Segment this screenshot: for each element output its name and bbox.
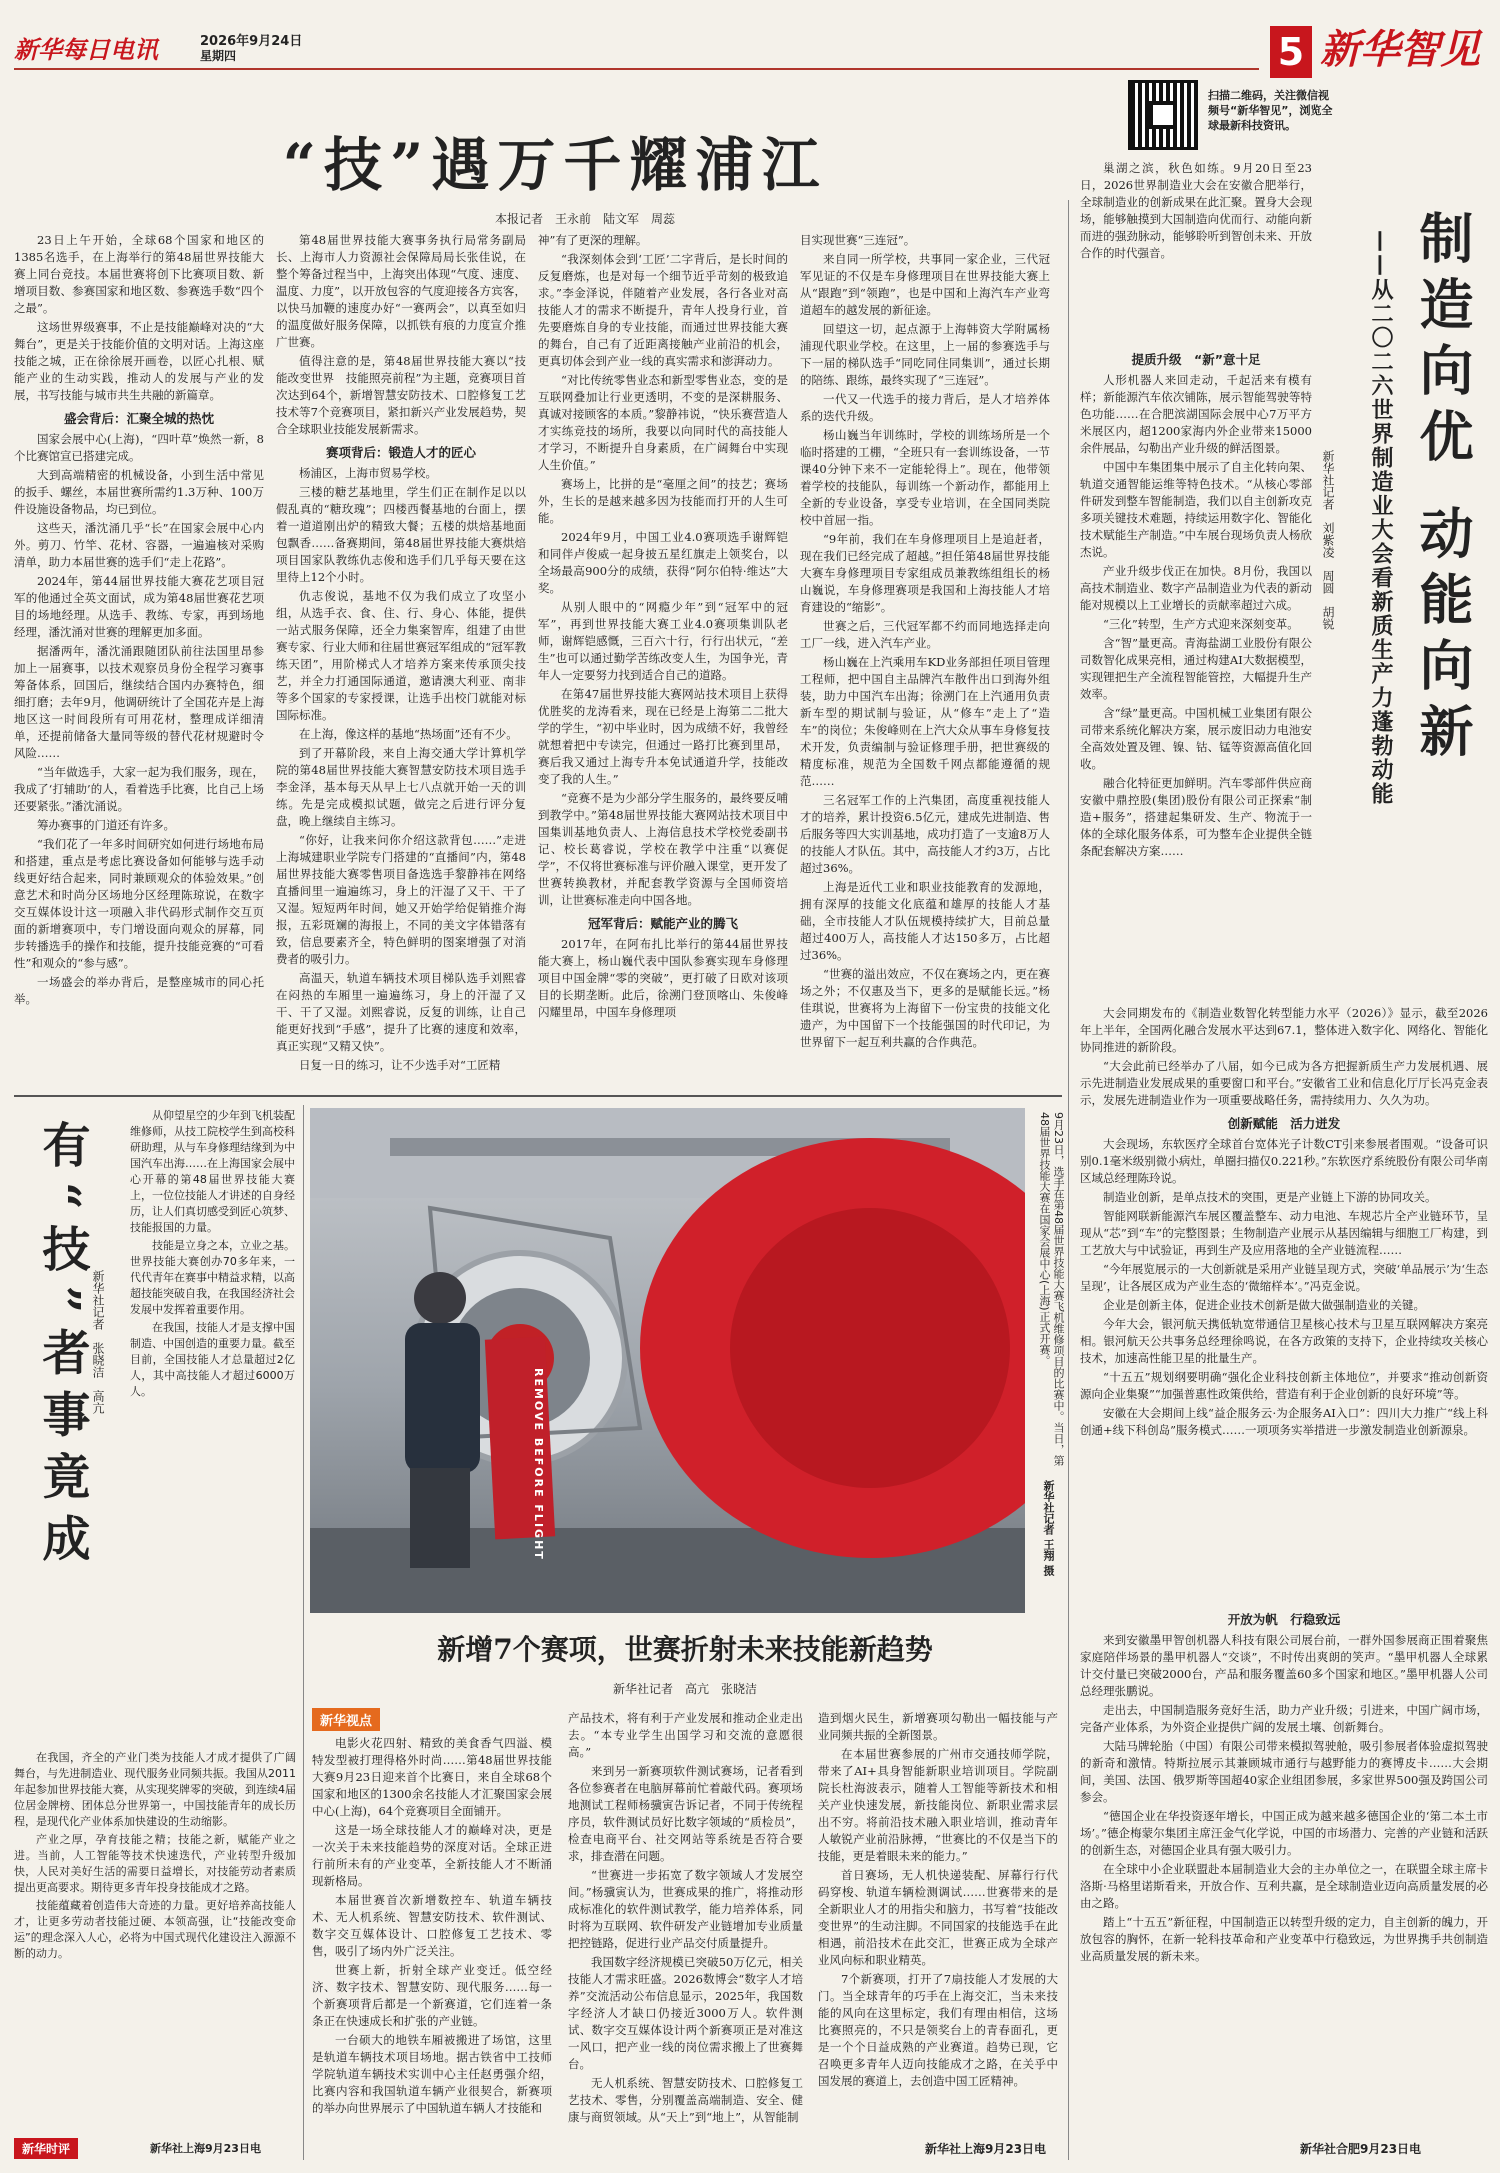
paragraph: 从别人眼中的“网瘾少年”到“冠军中的冠军”，再到世界技能大赛工业4.0赛项集训队老师，谢辉铠感慨，三百六十行，行行出状元，“差生”也可以通过勤学苦练改变人生，为国争光，青年人一定要努力找到适合自己的道路。 <box>538 600 788 682</box>
paragraph: 巢湖之滨，秋色如练。9月20日至23日，2026世界制造业大会在安徽合肥举行，全球制造业的创新成果在此汇聚。置身大会现场，能够触摸到大国制造向优而行、动能向新而进的强劲脉动，能够聆听到智创未来、开放合作的时代强音。 <box>1080 161 1312 260</box>
story3-body <box>14 1750 296 2115</box>
paragraph: 大会同期发布的《制造业数智化转型能力水平（2026）》显示，截至2026年上半年，全国两化融合发展水平达到67.1，整体进入数字化、网络化、智能化协同推进的新阶段。 <box>1080 1006 1488 1054</box>
story2-dateline: 新华社合肥9月23日电 <box>1300 2142 1422 2156</box>
paragraph: 在全球中小企业联盟赴本届制造业大会的主办单位之一，在联盟全球主席卡洛斯·马格里诺斯看来，开放合作、互利共赢，是全球制造业迈向高质量发展的必由之路。 <box>1080 1862 1488 1910</box>
paragraph: “世赛进一步拓宽了数字领域人才发展空间。”杨骥寅认为，世赛成果的推广，将推动形成标准化的软件测试教学，能力培养体系，同时将为互联网、软件研发产业链增加专业质量把控链路，促进行业产品交付质量提升。 <box>568 1868 803 1950</box>
paragraph: 第48届世界技能大赛事务执行局常务副局长、上海市人力资源社会保障局局长张佳说，在整个筹备过程当中，上海突出体现“气度、速度、温度、力度”，以开放包容的气度迎接各方宾客，以快马加鞭的速度办好“一赛两会”，以真至如归的温度做好服务保障，以抓铁有痕的力度宣介推广世赛。 <box>276 233 526 349</box>
photo <box>310 1108 1025 1613</box>
paragraph: 首日赛场，无人机快递装配、屏幕行行代码穿梭、轨道车辆检测调试……世赛带来的是全新职业人才的用指尖和脑力，书写着“技能改变世界”的生动注脚。不同国家的技能选手在此相遇，前沿技术在此交汇，世赛正成为全球产业风向标和职业精英。 <box>818 1868 1058 1967</box>
commentary-tag-label: 新华时评 <box>22 2142 71 2156</box>
section-subhead: 赛项背后：锻造人才的匠心 <box>325 445 476 460</box>
paragraph: 踏上“十五五”新征程，中国制造正以转型升级的定力，自主创新的魄力，开放包容的胸怀，在新一轮科技革命和产业变革中行稳致远，为世界携手共创制造业高质量发展的新未来。 <box>1080 1915 1488 1963</box>
paragraph: 在第47届世界技能大赛网站技术项目上获得优胜奖的龙涛看来，现在已经是上海第二二批大学的学生，“初中毕业时，因为成绩不好，我曾经就想着把中专读完，但通过一路打比赛到里昂，赛后我又通过上海专升本免试通道升学，技能改变了我的人生。” <box>538 687 788 786</box>
story3-lead <box>130 1108 295 1748</box>
section-logo: 新华智见 <box>1320 26 1480 73</box>
story1-column-4 <box>800 232 1050 1088</box>
paragraph: 在我国，技能人才是支撑中国制造、中国创造的重要力量。截至目前，全国技能人才总量超过2亿人，其中高技能人才超过6000万人。 <box>130 1321 295 1398</box>
paragraph: “9年前，我们在车身修理项目上是追赶者，现在我们已经完成了超越。”担任第48届世界技能大赛车身修理项目专家组成员兼教练组组长的杨山巍说，车身修理赛项是我国和上海技能人才培育建设的“缩影”。 <box>800 532 1050 614</box>
section-subhead: 冠军背后：赋能产业的腾飞 <box>587 916 738 931</box>
paragraph: 三楼的糖艺基地里，学生们正在制作足以以假乱真的“糖玫瑰”；四楼西餐基地的台面上，摆着一道道刚出炉的精致大餐；五楼的烘焙基地面包飘香……备赛期间，第48届世界技能大赛烘焙项目国家队教练仇志俊和选手们几乎每天要在这里待上12个小时。 <box>276 485 526 584</box>
paragraph: “我们花了一年多时间研究如何进行场地布局和搭建，重点是考虑比赛设备如何能够与选手动线更好结合起来，同时兼顾观众的体验效果。”创意艺术和时尚分区场地分区经理陈琼说，在数字交互媒体设计这一项融入非代码形式制作交互页面的新增赛项中，专门增设面向观众的屏幕，同步转播选手的操作和技能，提升技能竞赛的“可看性”和观众的“参与感”。 <box>14 837 264 970</box>
paper-name: 新华每日电讯 <box>14 35 158 64</box>
qr-note: 扫描二维码，关注微信视频号“新华智见”，浏览全球最新科技资讯。 <box>1208 89 1333 132</box>
story4-tag <box>312 1708 380 1731</box>
story3-byline: 新华社记者 张晓洁 高亢 <box>91 1270 105 1414</box>
qr-code <box>1128 80 1198 150</box>
paragraph: 来到安徽墨甲智创机器人科技有限公司展台前，一群外国参展商正围着聚焦家庭陪伴场景的墨甲机器人“交谈”，不时传出爽朗的笑声。“墨甲机器人全球累计交付量已突破2000台，产品和服务覆盖60多个国家和地区。”墨甲机器人公司总经理张鹏说。 <box>1080 1633 1488 1698</box>
paragraph: 大会现场，东软医疗全球首台宽体光子计数CT引来参展者围观。“设备可识别0.1毫米级别微小病灶，单圈扫描仅0.221秒。”东软医疗系统股份有限公司华南区域总经理陈玲说。 <box>1080 1137 1488 1185</box>
story2-lead-column <box>1080 160 1312 340</box>
paragraph: 筹办赛事的门道还有许多。 <box>37 818 175 832</box>
paragraph: 产业升级步伐正在加快。8月份，我国以高技术制造业、数字产品制造业为代表的新动能对规模以上工业增长的贡献率超过六成。 <box>1080 564 1312 612</box>
story1-column-1 <box>14 232 264 1088</box>
paragraph: “竞赛不是为少部分学生服务的，最终要反哺到教学中。”第48届世界技能大赛网站技术项目中国集训基地负责人、上海信息技术学校党委副书记、校长葛睿说，学校在教学中注重“以赛促学”，不仅将世赛标准与评价融入课堂，更开发了世赛转换教材，并配套教学资源与全国师资培训，让世赛标准走向中国各地。 <box>538 791 788 907</box>
page-number-badge <box>1270 26 1312 78</box>
paragraph: 上海是近代工业和职业技能教育的发源地，拥有深厚的技能文化底蕴和雄厚的技能人才基础，全市技能人才队伍规模持续扩大，目前总量超过400万人，高技能人才达150多万，占比超过36%。 <box>800 880 1050 962</box>
paragraph: 到了开幕阶段，来自上海交通大学计算机学院的第48届世界技能大赛智慧安防技术项目选手李金泽，基本每天从早上七八点就开始一天的训练。先是完成模拟试题，做完之后进行评分复盘，晚上继续自主练习。 <box>276 746 526 828</box>
paragraph: 7个新赛项，打开了7扇技能人才发展的大门。当全球青年的巧手在上海交汇，当未来技能的风向在这里标定，我们有理由相信，这场比赛照亮的，不只是领奖台上的青春面孔，更是一个个日益成熟的产业赛道。趋势已现，它召唤更多青年人迈向技能成才之路，在关乎中国发展的赛道上，去创造中国工匠精神。 <box>818 1972 1058 2088</box>
section-subhead: 盛会背后：汇聚全城的热忱 <box>63 411 214 426</box>
paragraph: 制造业创新，是单点技术的突围，更是产业链上下游的协同攻关。 <box>1103 1190 1437 1204</box>
page-number: 5 <box>1277 30 1305 74</box>
paragraph: 2017年，在阿布扎比举行的第44届世界技能大赛上，杨山巍代表中国队参赛实现车身修理项目中国金牌“零的突破”，更打破了日欧对该项目的长期垄断。此后，徐溯门登顶喀山、朱俊峰闪耀里昂，中国车身修理项 <box>538 937 788 1019</box>
story4-tag-label: 新华视点 <box>320 1714 373 1729</box>
paragraph: 这些天，潘沈涌几乎“长”在国家会展中心内外。剪刀、竹竿、花材、容器，一遍遍核对采购清单，助力本届世赛的选手们“走上花路”。 <box>14 521 264 569</box>
paragraph: “三化”转型，生产方式迎来深刻变革。 <box>1103 617 1299 631</box>
photo-caption: 9月23日，选手在第48届世界技能大赛飞机维修项目的比赛中。当日，第48届世界技能大赛在国家会展中心(上海)正式开赛。 <box>1038 1112 1065 1466</box>
paragraph: “德国企业在华投资逐年增长，中国正成为越来越多德国企业的‘第二本土市场’。”德企梅蒙尔集团主席汪金气化学说，中国的市场潜力、完善的产业链和活跃的创新生态，对德国企业具有强大吸引力。 <box>1080 1809 1488 1857</box>
paragraph: 在上海，像这样的基地“热场面”还有不少。 <box>299 727 518 741</box>
paragraph: 高温天，轨道车辆技术项目梯队选手刘熙睿在闷热的车厢里一遍遍练习，身上的汗湿了又干、干了又湿。刘熙睿说，反复的训练，让自己能更好找到“手感”，提升了比赛的速度和效率，真正实现“又精又快”。 <box>276 971 526 1053</box>
paragraph: “当年做选手，大家一起为我们服务，现在，我成了‘打辅助’的人，看着选手比赛，比自己上场还要紧张。”潘沈涌说。 <box>14 765 264 813</box>
paragraph: 据潘两年，潘沈涌跟随团队前往法国里昂参加上一届赛事，以技术观察员身份全程学习赛事筹备体系，回国后，继续结合国内办赛特色，细细打磨；去年9月，他调研统计了全国花卉是上海地区这一时间段所有可用花材，整理成详细清单，还提前储备大量同等级的替代花材规避时令风险…… <box>14 644 264 760</box>
paragraph: 2024年9月，中国工业4.0赛项选手谢辉铠和同伴卢俊威一起身披五星红旗走上领奖台，以全场最高900分的成绩，获得“阿尔伯特·维达”大奖。 <box>538 530 788 595</box>
paragraph: 大到高端精密的机械设备，小到生活中常见的扳手、螺丝，本届世赛所需约1.3万种、100万件设施设备物品，均已到位。 <box>14 468 264 516</box>
paragraph: 回望这一切，起点源于上海韩资大学附属杨浦现代职业学校。在这里，上一届的参赛选手与下一届的梯队选手“同吃同住同集训”，通过长期的陪练、跟练，最终实现了“三连冠”。 <box>800 322 1050 387</box>
paragraph: “今年展览展示的一大创新就是采用产业链呈现方式，突破‘单品展示’为‘生态呈现’，让各展区成为产业生态的‘微缩样本’。”冯克金说。 <box>1080 1262 1488 1293</box>
divider <box>1068 200 1069 2160</box>
paragraph: “对比传统零售业态和新型零售业态，变的是互联网叠加让行业更透明，不变的是深耕服务、真诚对接顾客的本质。”黎静祎说，“快乐赛营造人才实练竞技的场所，我要以向同时代的高技能人才学习，不断提升自身素质，在广阔舞台中实现人生价值。” <box>538 373 788 472</box>
paragraph: “我深刻体会到‘工匠’二字背后，是长时间的反复磨炼，也是对每一个细节近乎苛刻的极致追求。”李金泽说，伴随着产业发展，各行各业对高技能人才的需求不断提升，青年人投身行业，首先要磨炼自身的专业技能，而通过世界技能大赛的舞台，自己有了近距离接触产业前沿的机会，更真切体会到产业一线的真实需求和澎湃动力。 <box>538 252 788 368</box>
paragraph: “大会此前已经举办了八届，如今已成为各方把握新质生产力发展机遇、展示先进制造业发展成果的重要窗口和平台。”安徽省工业和信息化厅厅长冯克金表示，发展先进制造业作为一项重要战略任务，需持续用力、久久为功。 <box>1080 1059 1488 1107</box>
paragraph: 技能是立身之本，立业之基。世界技能大赛创办70多年来，一代代青年在赛事中精益求精，以高超技能突破自我，在我国经济社会发展中发挥着重要作用。 <box>130 1239 295 1316</box>
paragraph: 人形机器人来回走动，千起活来有模有样；新能源汽车依次铺陈，展示智能驾驶等特色功能……在合肥滨湖国际会展中心7万平方米展区内，超1200家海内外企业带来15000余件展品，勾勒出产业升级的鲜活图景。 <box>1080 373 1312 455</box>
paragraph: 世赛上新，折射全球产业变迁。低空经济、数字技术、智慧安防、现代服务……每一个新赛项背后都是一个新赛道，它们连着一条条正在快速成长和扩张的产业链。 <box>312 1963 552 2028</box>
paragraph: 2024年，第44届世界技能大赛花艺项目冠军的他通过全英文面试，成为第48届世赛花艺项目的场地经理。从选手、教练、专家，再到场地经理，潘沈涌对世赛的理解更加多面。 <box>14 574 264 639</box>
paragraph: 无人机系统、智慧安防技术、口腔修复工艺技术、零售，分别覆盖高端制造、安全、健康与商贸领域。从“天上”到“地上”，从智能制 <box>568 2076 803 2124</box>
paragraph: 含“绿”量更高。中国机械工业集团有限公司带来系统化解决方案，展示废旧动力电池安全高效处置及锂、镍、钴、锰等资源高值化回收。 <box>1080 706 1312 771</box>
paragraph: 造到烟火民生，新增赛项勾勒出一幅技能与产业同频共振的全新图景。 <box>818 1711 1058 1742</box>
paragraph: 三名冠军工作的上汽集团，高度重视技能人才的培养，累计投资6.5亿元，建成先进制造、售后服务等四大实训基地，成功打造了一支逾8万人的技能人才队伍。其中，高技能人才约3万，占比超过36%。 <box>800 793 1050 875</box>
paragraph: 来到另一新赛项软件测试赛场，记者看到各位参赛者在电脑屏幕前忙着敲代码。赛项场地测试工程师杨骥寅告诉记者，不同于传统程序员，软件测试员好比数字领域的“质检员”，检查电商平台、社交网站等系统是否符合要求，排查潜在问题。 <box>568 1764 803 1863</box>
commentary-tag <box>14 2138 78 2159</box>
divider <box>303 1105 304 2160</box>
paragraph: “十五五”规划纲要明确“强化企业科技创新主体地位”，并要求“推动创新资源向企业集聚”“加强普惠性政策供给，营造有利于企业创新的良好环境”等。 <box>1080 1370 1488 1401</box>
section-subhead: 提质升级 “新”意十足 <box>1131 352 1261 367</box>
paragraph: 世赛之后，三代冠军都不约而同地选择走向工厂一线，进入汽车产业。 <box>800 619 1050 650</box>
paragraph: 企业是创新主体，促进企业技术创新是做大做强制造业的关键。 <box>1103 1298 1425 1312</box>
story4-column-1 <box>312 1735 552 2135</box>
paragraph: 这是一场全球技能人才的巅峰对决，更是一次关于未来技能趋势的深度对话。全球正进行前所未有的产业变革，全新技能人才不断涌现新格局。 <box>312 1823 552 1888</box>
paragraph: 产品技术，将有利于产业发展和推动企业走出去。“本专业学生出国学习和交流的意愿很高。” <box>568 1711 803 1759</box>
story2-subtitle: ——从二〇二六世界制造业大会看新质生产力蓬勃动能 <box>1368 230 1393 806</box>
story1-column-3 <box>538 232 788 1088</box>
paragraph: 杨浦区，上海市贸易学校。 <box>299 466 437 480</box>
masthead-rule <box>14 68 1259 70</box>
story4-headline: 新增7个赛项，世赛折射未来技能新趋势 <box>437 1633 933 1666</box>
weekday: 星期四 <box>200 49 237 63</box>
paragraph: 走出去，中国制造服务竞好生活，助力产业升级；引进来，中国广阔市场，完备产业体系，为外资企业提供广阔的发展土壤、创新舞台。 <box>1080 1703 1488 1734</box>
paragraph: 融合化特征更加鲜明。汽车零部件供应商安徽中鼎控股(集团)股份有限公司正探索“制造+服务”，搭建起集研发、生产、物流于一体的全球化服务体系，可为整车企业提供全链条配套解决方案…… <box>1080 776 1312 858</box>
masthead <box>0 0 1500 74</box>
paragraph: 值得注意的是，第48届世界技能大赛以“技能改变世界 技能照亮前程”为主题，竞赛项目首次达到64个，新增智慧安防技术、口腔修复工艺技术等7个竞赛项目，紧扣新兴产业发展趋势，契合全球职业技能发展新需求。 <box>276 354 526 436</box>
section-subhead: 创新赋能 活力迸发 <box>1227 1116 1341 1131</box>
story1-byline: 本报记者 王永前 陆文军 周蕊 <box>494 212 675 226</box>
story4-byline: 新华社记者 高亢 张晓洁 <box>612 1682 757 1696</box>
paragraph: 产业之厚，孕育技能之精；技能之新，赋能产业之进。当前，人工智能等技术快速迭代，产业转型升级加快，人民对美好生活的需要日益增长，对技能劳动者素质提出更高要求。期待更多青年投身技能成才之路。 <box>14 1833 296 1894</box>
paragraph: 一代又一代选手的接力背后，是人才培养体系的迭代升级。 <box>800 392 1050 423</box>
story2-column-a <box>1080 345 1312 1000</box>
story1-column-2 <box>276 232 526 1088</box>
divider <box>14 1095 1062 1097</box>
paragraph: 仇志俊说，基地不仅为我们成立了攻坚小组，从选手衣、食、住、行、身心、体能，提供一站式服务保障，还全力集案智库，组建了由世赛专家、行业大师和往届世赛冠军组成的“冠军教练天团”，用阶梯式人才培养方案来传承顶尖技艺，并全力打通国际通道，邀请澳大利亚、南非等多个国家的专家授课，让选手出校门就能对标国际标准。 <box>276 589 526 722</box>
paragraph: 电影火花四射、精致的美食香气四溢、模特发型被打理得格外时尚……第48届世界技能大赛9月23日迎来首个比赛日，来自全球68个国家和地区的1300余名技能人才汇聚国家会展中心(上海)，64个竞赛项目全面铺开。 <box>312 1736 552 1818</box>
paragraph: “世赛的溢出效应，不仅在赛场之内，更在赛场之外；不仅惠及当下，更多的是赋能长远。”杨佳琪说，世赛将为上海留下一份宝贵的技能文化遗产，为中国留下一个技能强国的时代印记，为世界留下一起互利共赢的合作典范。 <box>800 967 1050 1049</box>
section-subhead: 开放为帆 行稳致远 <box>1227 1612 1341 1627</box>
paragraph: 杨山巍当年训练时，学校的训练场所是一个临时搭建的工棚，“全班只有一套训练设备，一节课40分钟下来不一定能轮得上”。现在，他带领着学校的技能队，每训练一个新动作，都能用上全新的专业设备，享受专业培训，在全国同类院校中首屈一指。 <box>800 428 1050 527</box>
paragraph: 今年大会，银河航天携低轨宽带通信卫星核心技术与卫星互联网解决方案亮相。银河航天公共事务总经理徐鸣说，在各方政策的支持下，企业持续攻关核心技术，加速高性能卫星的批量生产。 <box>1080 1317 1488 1365</box>
paragraph: 含“智”量更高。青海盐湖工业股份有限公司数智化成果亮相，通过构建AI大数据模型，实现锂把生产全流程智能管控，大幅提升生产效率。 <box>1080 636 1312 701</box>
paragraph: 这场世界级赛事，不止是技能巅峰对决的“大舞台”，更是关于技能价值的文明对话。上海这座技能之城，正在徐徐展开画卷，以匠心扎根、赋能产业的生动实践，推动人的发展与产业的发展，书写技能与城市共生共融的新篇章。 <box>14 320 264 402</box>
paragraph: 一台硕大的地铁车厢被搬进了场馆，这里是轨道车辆技术项目场地。据古铁省中工技师学院轨道车辆技术实训中心主任赵勇强介绍，比赛内容和我国轨道车辆产业很契合，新赛项的举办向世界展示了中国轨道车辆人才技能和 <box>312 2033 552 2115</box>
paragraph: 我国数字经济规模已突破50万亿元，相关技能人才需求旺盛。2026数博会“数字人才培养”交流活动公布信息显示，2025年，我国数字经济人才缺口仍接近3000万人。软件测试、数字交互媒体设计两个新赛项正是对准这一风口，把产业一线的岗位需求搬上了世赛舞台。 <box>568 1955 803 2071</box>
paragraph: 日复一日的练习，让不少选手对“工匠精 <box>299 1058 501 1072</box>
story4-column-2 <box>568 1710 803 2135</box>
paragraph: 安徽在大会期间上线“益企服务云·为企服务AI入口”：四川大力推广“线上科创通+线下科创岛”服务模式……一项项务实举措进一步激发制造业创新源泉。 <box>1080 1406 1488 1437</box>
paragraph: 中国中车集团集中展示了自主化转向架、轨道交通智能运维等特色技术。“从核心零部件研发到整车智能制造，我们以自主创新攻克多项关键技术难题，持续运用数字化、智能化技术赋能生产制造。”中车展台现场负责人杨欣杰说。 <box>1080 460 1312 559</box>
paragraph: 23日上午开始，全球68个国家和地区的1385名选手，在上海举行的第48届世界技能大赛上同台竞技。本届世赛将创下比赛项目数、新增项目数、参赛国家和地区数、参赛选手数“四个之最”。 <box>14 233 264 315</box>
photo-credit: 新华社记者 王翔 摄 <box>1042 1480 1055 1576</box>
story2-column-b <box>1080 1005 1488 1605</box>
paragraph: 赛场上，比拼的是“毫厘之间”的技艺；赛场外，生长的是越来越多因为技能而打开的人生可能。 <box>538 477 788 525</box>
story1-headline: “技”遇万千耀浦江 <box>282 131 828 199</box>
paragraph: 杨山巍在上汽乘用车KD业务部担任项目管理工程师，把中国自主品牌汽车散件出口到海外组装，助力中国汽车出海；徐溯门在上汽通用负责新车型的期试制与验证，从“修车”走上了“造车”的岗位；朱俊峰则在上汽大众从事车身修复技术开发，负责编制与验证修理手册，把世赛级的精度标准，规范为全国数千网点都能遵循的规范…… <box>800 655 1050 788</box>
paragraph: “你好，让我来问你介绍这款背包……”走进上海城建职业学院专门搭建的“直播间”内，第48届世界技能大赛零售项目备选选手黎静祎在网络直播间里一遍遍练习，身上的汗湿了又干、干了又湿。短短两年时间，她又开始学给促销推介海报，五彩斑斓的海报上，不同的美文字体错落有致，信息要素齐全，特色鲜明的图案增强了对消费者的吸引力。 <box>276 833 526 966</box>
paragraph: 在本届世赛参展的广州市交通技师学院，带来了AI+具身智能新职业培训项目。学院副院长杜海波表示，随着人工智能等新技术和相关产业快速发展，新技能岗位、新职业需求层出不穷。将前沿技术融入职业培训，推动青年人敏锐产业前沿脉搏，“世赛比的不仅是当下的技能，更是着眼未来的能力。” <box>818 1747 1058 1863</box>
paragraph: 来自同一所学校，共事同一家企业，三代冠军见证的不仅是车身修理项目在世界技能大赛上从“跟跑”到“领跑”，也是中国和上海汽车产业弯道超车的越发展的新征途。 <box>800 252 1050 317</box>
paragraph: 技能蕴藏着创造伟大奇迹的力量。更好培养高技能人才，让更多劳动者技能过硬、本领高强，让“技能改变命运”的理念深入人心，必将为中国式现代化建设注入源源不断的动力。 <box>14 1899 296 1960</box>
issue-date: 2026年9月24日 <box>200 34 303 49</box>
story3-headline: 有“技”者事竟成 <box>34 1120 90 1576</box>
story2-headline: 制造向优 动能向新 <box>1411 210 1475 769</box>
story2-column-c <box>1080 1605 1488 2130</box>
paragraph: 神”有了更深的理解。 <box>538 233 648 247</box>
story4-dateline: 新华社上海9月23日电 <box>925 2142 1047 2156</box>
paragraph: 在我国，齐全的产业门类为技能人才成才提供了广阔舞台，与先进制造业、现代服务业同频共振。我国从2011年起参加世界技能大赛，从实现奖牌零的突破，到连续4届位居金牌榜、团体总分世界第一，中国技能青年的成长历程，是现代化产业体系加快建设的生动缩影。 <box>14 1751 296 1828</box>
story3-dateline: 新华社上海9月23日电 <box>150 2142 261 2155</box>
paragraph: 从仰望星空的少年到飞机装配维修师，从技工院校学生到高校科研助理，从与车身修理结缘到为中国汽车出海……在上海国家会展中心开幕的第48届世界技能大赛上，一位位技能人才讲述的自身经历，让人们真切感受到匠心筑梦、技能报国的力量。 <box>130 1109 295 1234</box>
paragraph: 国家会展中心(上海)，“四叶草”焕然一新，8个比赛馆宣已搭建完成。 <box>14 432 264 463</box>
story2-byline: 新华社记者 刘紫凌 周圆 胡锐 <box>1321 450 1335 630</box>
paragraph: 大陆马牌轮胎（中国）有限公司带来模拟驾驶舱，吸引参展者体验虚拟驾驶的新奇和激情。特斯拉展示其兼顾城市通行与越野能力的赛博皮卡……大会期间，美国、法国、俄罗斯等国超40家企业组团参展，多家世界500强及跨国公司参会。 <box>1080 1739 1488 1804</box>
story4-column-3 <box>818 1710 1058 2120</box>
paragraph: 本届世赛首次新增数控车、轨道车辆技术、无人机系统、智慧安防技术、软件测试、数字交互媒体设计、口腔修复工艺技术、零售，吸引了场内外广泛关注。 <box>312 1893 552 1958</box>
paragraph: 智能网联新能源汽车展区覆盖整车、动力电池、车规芯片全产业链环节，呈现从“芯”到“车”的完整图景；生物制造产业展示从基因编辑与细胞工厂构建，到工艺放大与中试验证，再到生产及应用落地的全产业链流程…… <box>1080 1209 1488 1257</box>
photo-illustration <box>310 1108 1025 1613</box>
paragraph: 一场盛会的举办背后，是整座城市的同心托举。 <box>14 975 264 1006</box>
paragraph: 目实现世赛“三连冠”。 <box>800 233 916 247</box>
stencil-label: REMOVE BEFORE FLIGHT <box>532 1368 545 1561</box>
